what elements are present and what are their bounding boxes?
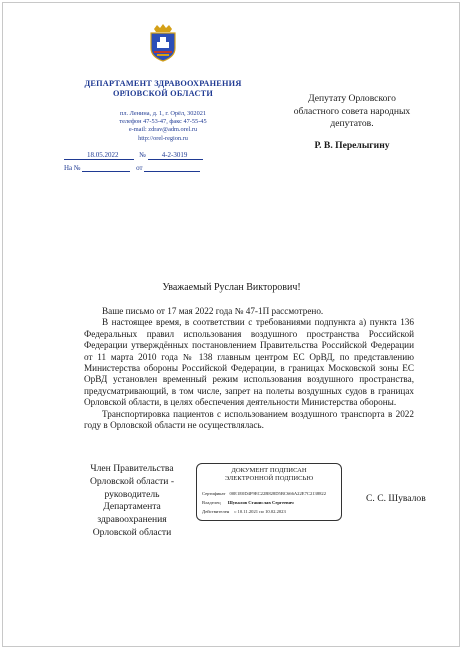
stamp-valid-row [202, 509, 286, 515]
phone-text: телефон 47-53-47, факс 47-55-45 [119, 118, 207, 126]
signer-line-6: Орловской области [92, 526, 172, 538]
stamp-cert-label: Сертификат [202, 491, 226, 496]
paragraph-2: В настоящее время, в соответствии с требованиями подпункта а) пункта 136 Федеральных правил использования воздушного пространства Российской Федерации утверждённых постановлением Правительства Российской Федерации от 11 марта 2010 года № 138 главным центром ЕС ОрВД, по представлению Министерства обороны Российской Федерации, в границах Московской зоны ЕС ОрВД установлен временный режим использования воздушного пространства, предусматривающий, в том числе, запрет на полеты воздушных судов в границах Орловской области, в целях обеспечения деятельности Министерства обороны. [84, 317, 414, 408]
stamp-owner-label: Владелец [202, 500, 221, 505]
letter-body [84, 306, 414, 431]
signer-line-2: Орловской области - [89, 475, 175, 487]
from-label: от [136, 164, 143, 172]
addressee-name: Р. В. Перелыгину [314, 140, 390, 151]
stamp-title-line-1: ДОКУМЕНТ ПОДПИСАН [231, 467, 307, 474]
signer-line-4: Департамента [103, 501, 161, 513]
on-no-label: На № [64, 164, 81, 172]
stamp-title-line-2: ЭЛЕКТРОННОЙ ПОДПИСЬЮ [224, 475, 314, 482]
registration-block [64, 150, 224, 172]
email-text: e-mail: zdrav@adm.orel.ru [128, 126, 198, 134]
reg-date: 18.05.2022 [84, 151, 122, 160]
paragraph-1: Ваше письмо от 17 мая 2022 года № 47-1П рассмотрено. [102, 306, 324, 316]
greeting: Уважаемый Руслан Викторович! [162, 282, 301, 293]
site-text: http://orel-region.ru [138, 134, 188, 142]
reply-to-line [64, 162, 224, 172]
stamp-valid-value: с 10.11.2021 по 10.02.2023 [234, 509, 286, 514]
addressee-block [272, 93, 432, 131]
registration-line [64, 150, 224, 160]
signatory-name: С. С. Шувалов [366, 493, 426, 504]
department-line-2: ОРЛОВСКОЙ ОБЛАСТИ [112, 89, 214, 98]
stamp-owner-value: Шувалов Станислав Сергеевич [227, 500, 294, 505]
department-line-1: ДЕПАРТАМЕНТ ЗДРАВООХРАНЕНИЯ [84, 79, 242, 88]
stamp-owner-row [202, 500, 294, 506]
department-contacts [60, 110, 266, 143]
reg-no-label: № [139, 151, 146, 159]
coat-of-arms-icon [148, 24, 178, 62]
signer-line-5: здравоохранения [97, 514, 167, 526]
address-text: пл. Ленина, д. 1, г. Орёл, 302021 [119, 110, 207, 117]
stamp-cert-value: 00E1E0D4F9EC22B828D5BC666A22E7C2138822 [229, 491, 327, 496]
stamp-certificate-row [202, 491, 326, 497]
signer-title [72, 463, 192, 540]
signer-line-3: руководитель [104, 488, 160, 500]
addressee-line-2: областного совета народных [293, 105, 411, 117]
addressee-line-3: депутатов. [330, 118, 374, 129]
signer-line-1: Член Правительства [90, 463, 174, 474]
addressee-line-1: Депутату Орловского [308, 93, 396, 104]
reg-number: 4-2-3019 [156, 151, 194, 160]
paragraph-3: Транспортировка пациентов с использованием воздушного транспорта в 2022 году в Орловской области не осуществлялась. [84, 408, 414, 431]
department-name [60, 79, 266, 99]
stamp-title [197, 467, 341, 483]
stamp-valid-label: Действителен [202, 509, 230, 514]
electronic-signature-stamp [196, 463, 342, 521]
